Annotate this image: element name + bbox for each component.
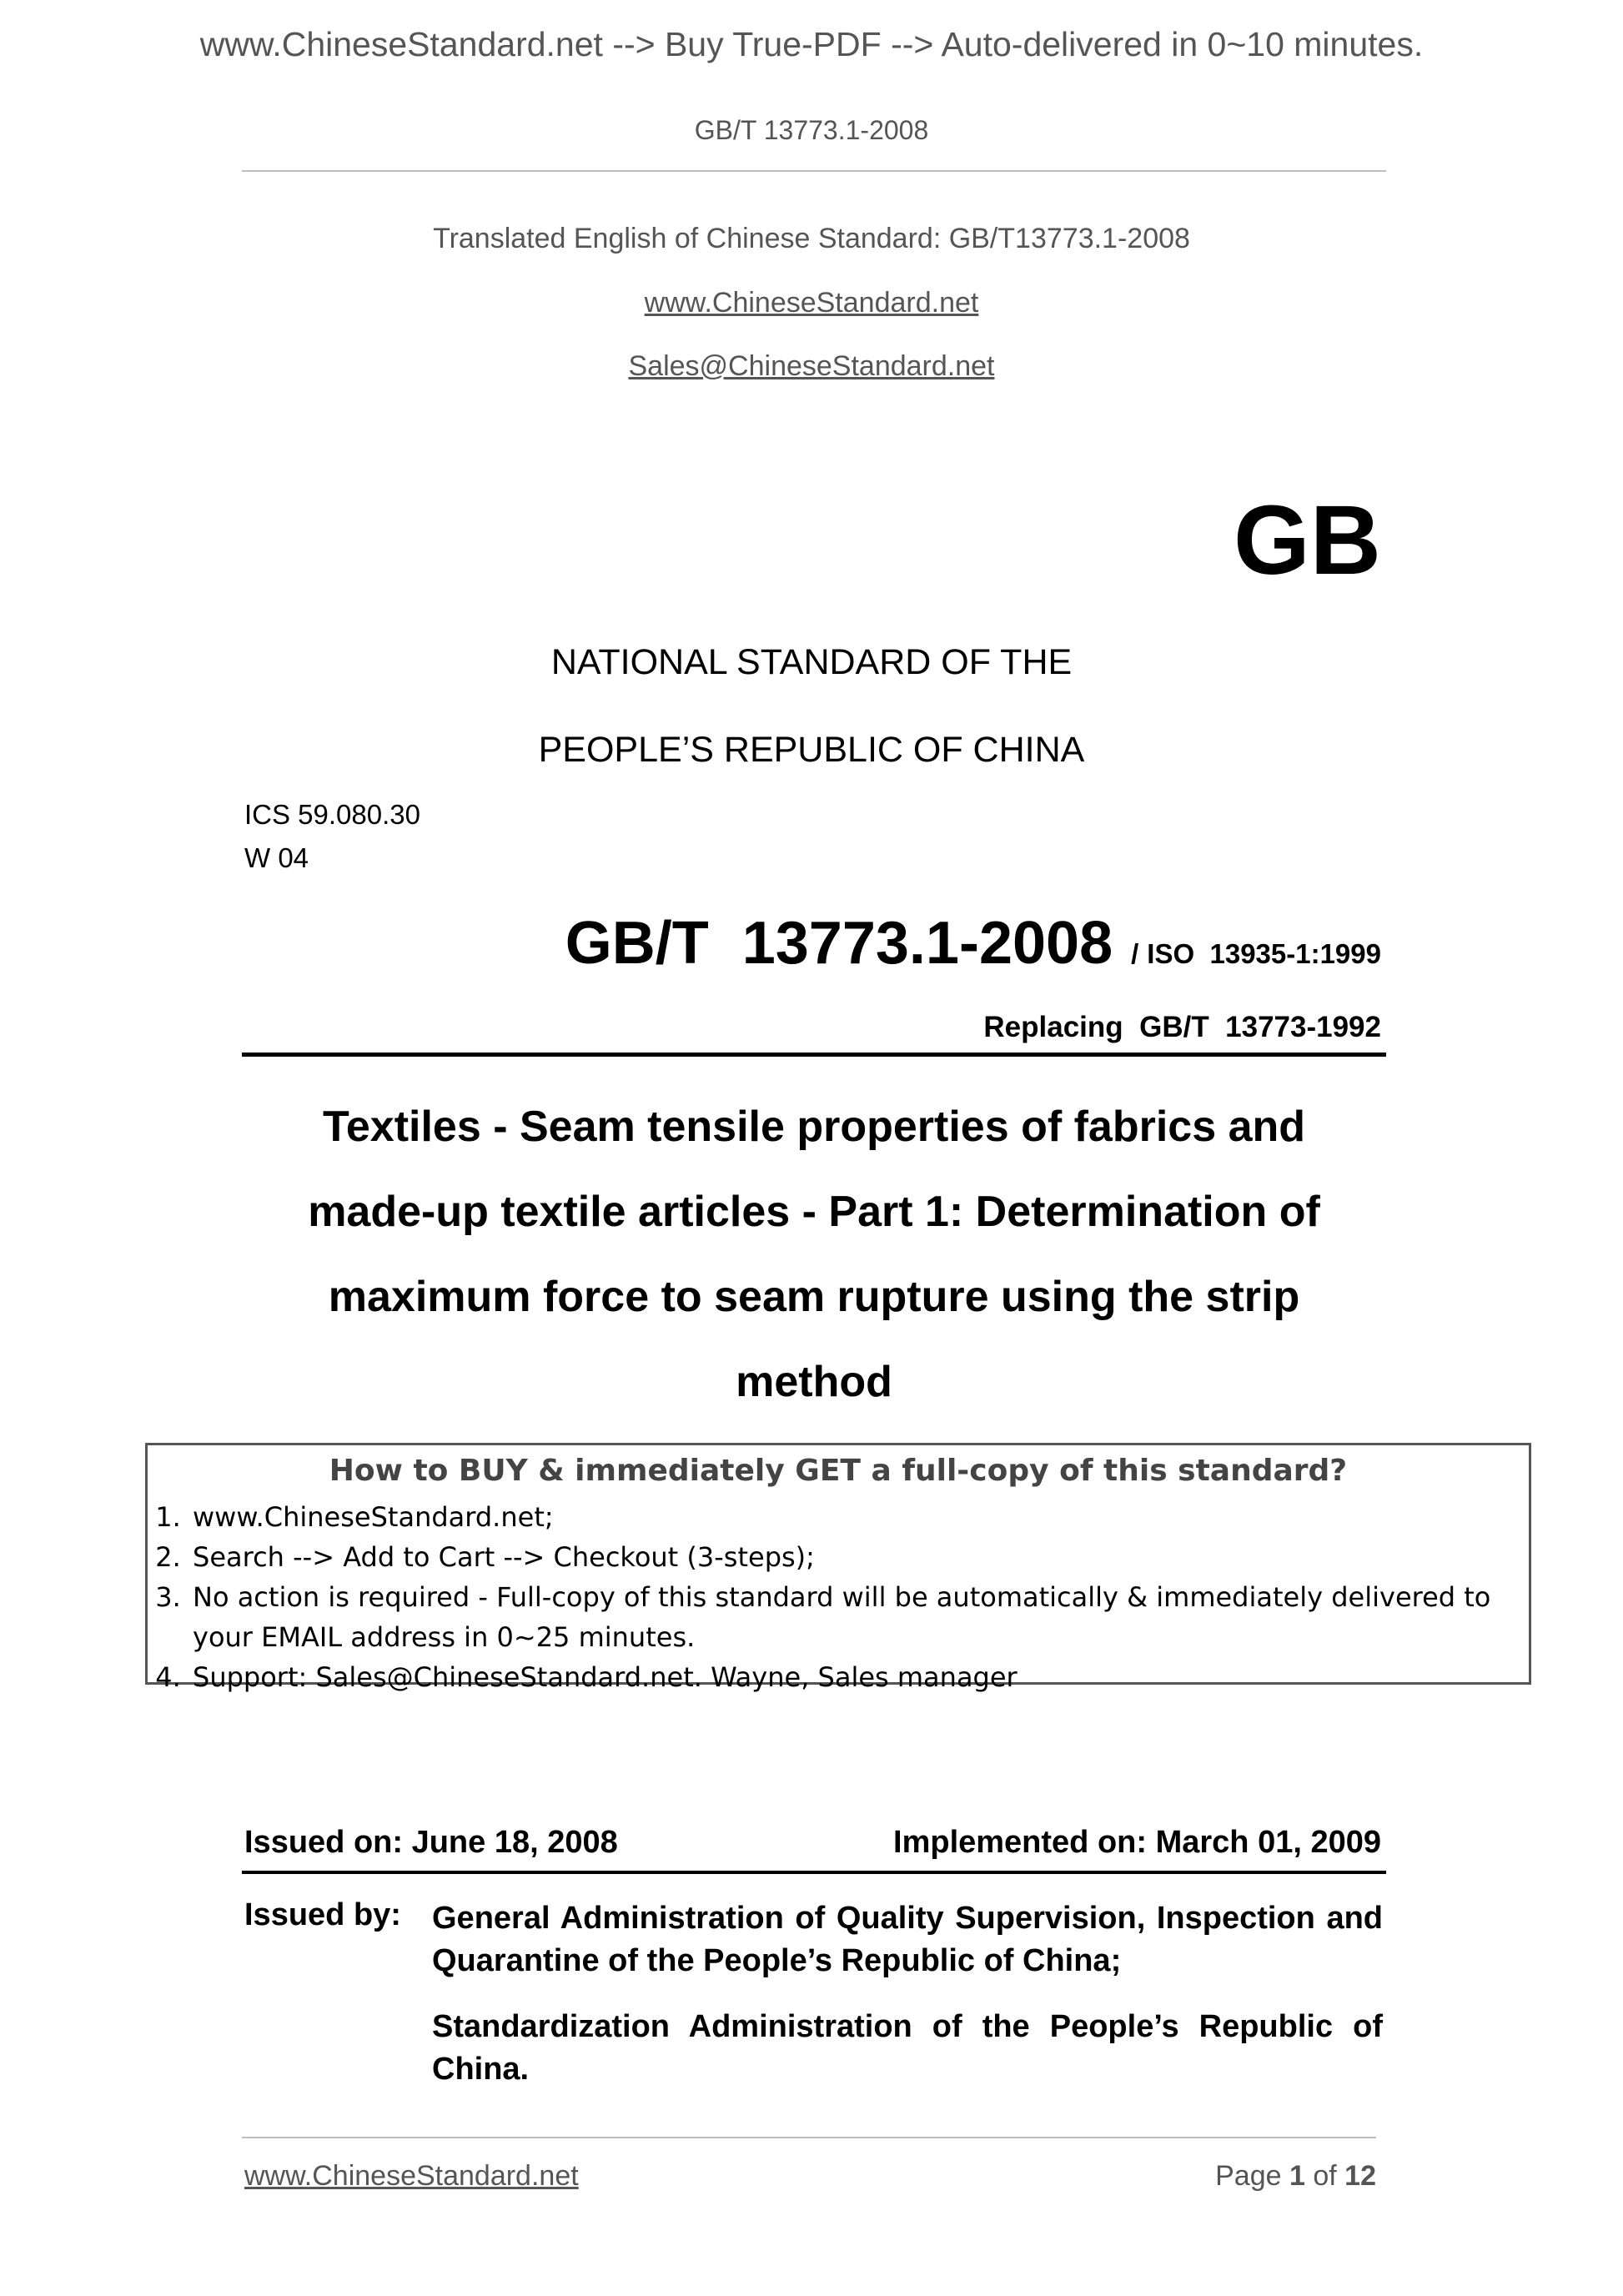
title-line: made-up textile articles - Part 1: Determination of <box>308 1188 1320 1236</box>
issue-divider <box>242 1871 1386 1874</box>
how-to-buy-heading: How to BUY & immediately GET a full-copy of this standard? <box>329 1454 1348 1488</box>
document-title <box>242 1084 1386 1424</box>
issuing-authority: General Administration of Quality Supervision, Inspection and Quarantine of the People’s Republic of China; <box>432 1901 1383 1978</box>
buy-step: 3. No action is required - Full-copy of this standard will be automatically & immediately delivered to your EMAIL address in 0~25 minutes. <box>189 1577 1529 1657</box>
iso-number: ISO 13935-1:1999 <box>1147 938 1381 969</box>
standard-separator: / <box>1131 938 1139 969</box>
page-of: of <box>1313 2160 1337 2192</box>
how-to-buy-box <box>145 1443 1531 1693</box>
issued-by-label: Issued by: <box>244 1897 401 1932</box>
ics-code: ICS 59.080.30 <box>244 799 420 830</box>
how-to-buy-steps <box>153 1497 1529 1697</box>
title-line: maximum force to seam rupture using the strip <box>328 1273 1300 1321</box>
page-total: 12 <box>1344 2160 1376 2192</box>
translated-notice: Translated English of Chinese Standard: GB/T13773.1-2008 <box>433 223 1190 254</box>
buy-step: 2. Search --> Add to Cart --> Checkout (3-steps); <box>189 1537 1529 1577</box>
website-link-row <box>0 287 1623 319</box>
buy-step: 4. Support: Sales@ChineseStandard.net. Wayne, Sales manager <box>189 1657 1529 1697</box>
classification-code: W 04 <box>244 842 309 873</box>
website-link[interactable]: www.ChineseStandard.net <box>644 287 979 319</box>
email-link[interactable]: Sales@ChineseStandard.net <box>628 350 995 382</box>
national-standard-line2: PEOPLE’S REPUBLIC OF CHINA <box>538 730 1085 770</box>
issuing-authority: Standardization Administration of the People’s Republic of China. <box>432 2009 1383 2087</box>
header-standard-code: GB/T 13773.1-2008 <box>694 115 929 145</box>
issued-on-date: Issued on: June 18, 2008 <box>244 1825 618 1860</box>
title-line: method <box>736 1358 892 1406</box>
page-prefix: Page <box>1215 2160 1282 2192</box>
implemented-on-date: Implemented on: March 01, 2009 <box>893 1825 1381 1860</box>
standard-number-row <box>565 909 1381 977</box>
page-current: 1 <box>1289 2160 1305 2192</box>
header-divider <box>242 170 1386 172</box>
header-top-line: www.ChineseStandard.net --> Buy True-PDF --> Auto-delivered in 0~10 minutes. <box>199 25 1424 63</box>
issued-by-authorities <box>432 1897 1383 2114</box>
page-indicator <box>1215 2160 1376 2193</box>
title-line: Textiles - Seam tensile properties of fabrics and <box>322 1103 1306 1151</box>
replacing-note: Replacing GB/T 13773-1992 <box>983 1011 1381 1043</box>
national-standard-line1: NATIONAL STANDARD OF THE <box>550 642 1073 682</box>
footer-website-link[interactable]: www.ChineseStandard.net <box>244 2160 579 2192</box>
buy-step: 1. www.ChineseStandard.net; <box>189 1497 1529 1537</box>
standard-number: GB/T 13773.1-2008 <box>565 910 1113 977</box>
gb-mark: GB <box>1234 485 1381 595</box>
title-divider <box>242 1053 1386 1057</box>
email-link-row <box>0 350 1623 383</box>
footer-divider <box>242 2137 1376 2138</box>
